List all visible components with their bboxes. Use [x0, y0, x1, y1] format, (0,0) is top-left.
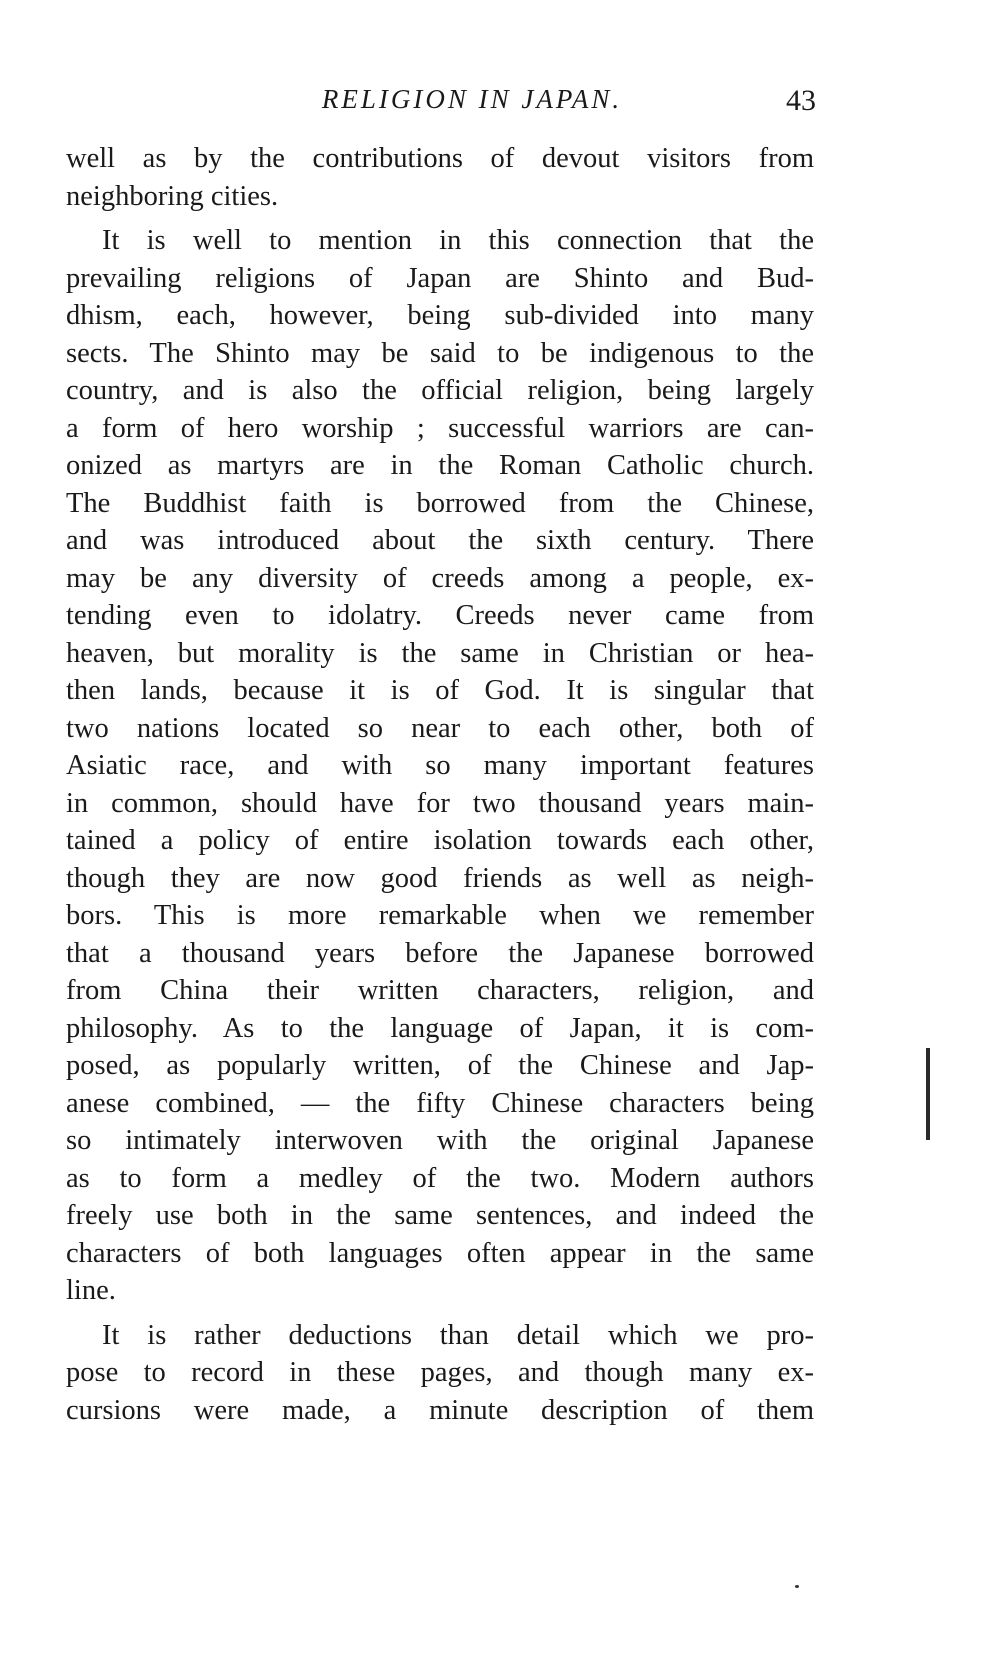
text-line: two nations located so near to each other, both of — [66, 712, 814, 744]
text-line: country, and is also the official religion, being largely — [66, 375, 814, 406]
paragraph-gap — [66, 1310, 814, 1317]
text-line: The Buddhist faith is borrowed from the Chinese, — [66, 487, 814, 519]
running-title: RELIGION IN JAPAN. — [321, 84, 623, 114]
text-line: characters of both languages often appear in the same — [66, 1237, 814, 1269]
text-line: bors. This is more remarkable when we remember — [66, 900, 814, 931]
text-line: in common, should have for two thousand years main- — [66, 787, 814, 819]
text-line: It is well to mention in this connection that the — [102, 225, 814, 256]
paragraph — [66, 1317, 814, 1430]
text-line: Asiatic race, and with so many important features — [66, 750, 814, 781]
text-line: freely use both in the same sentences, and indeed the — [66, 1200, 814, 1231]
text-line: then lands, because it is of God. It is singular that — [66, 675, 814, 706]
text-line: anese combined, — the fifty Chinese characters being — [66, 1087, 814, 1119]
text-line: prevailing religions of Japan are Shinto and Bud- — [66, 262, 814, 294]
text-line: as to form a medley of the two. Modern authors — [66, 1162, 814, 1194]
text-line: It is rather deductions than detail which we pro- — [102, 1319, 814, 1351]
page-number: 43 — [786, 84, 816, 117]
paragraph — [66, 140, 814, 215]
body-text — [66, 140, 814, 1429]
margin-mark — [926, 1048, 930, 1140]
running-head — [68, 84, 816, 124]
text-line: and was introduced about the sixth century. There — [66, 525, 814, 556]
text-line: a form of hero worship ; successful warriors are can- — [66, 412, 814, 444]
text-line: line. — [66, 1275, 116, 1306]
text-line: from China their written characters, religion, and — [66, 975, 814, 1006]
paragraph-gap — [66, 215, 814, 222]
page-speck — [795, 1585, 799, 1588]
text-line: that a thousand years before the Japanese borrowed — [66, 937, 814, 969]
text-line: pose to record in these pages, and though many ex- — [66, 1357, 814, 1388]
text-line: tained a policy of entire isolation towards each other, — [66, 825, 814, 856]
text-line: well as by the contributions of devout visitors from — [66, 143, 814, 174]
text-line: sects. The Shinto may be said to be indigenous to the — [66, 337, 814, 369]
text-line: posed, as popularly written, of the Chinese and Jap- — [66, 1050, 814, 1081]
text-line: heaven, but morality is the same in Christian or hea- — [66, 637, 814, 669]
text-line: cursions were made, a minute description of them — [66, 1394, 814, 1426]
text-line: philosophy. As to the language of Japan, it is com- — [66, 1012, 814, 1044]
text-line: dhism, each, however, being sub-divided into many — [66, 300, 814, 331]
text-line: though they are now good friends as well as neigh- — [66, 862, 814, 894]
text-line: neighboring cities. — [66, 180, 279, 212]
paragraph — [66, 222, 814, 1310]
text-line: onized as martyrs are in the Roman Catholic church. — [66, 450, 814, 481]
text-line: may be any diversity of creeds among a people, ex- — [66, 562, 814, 594]
text-line: so intimately interwoven with the original Japanese — [66, 1125, 814, 1156]
text-line: tending even to idolatry. Creeds never came from — [66, 600, 814, 631]
